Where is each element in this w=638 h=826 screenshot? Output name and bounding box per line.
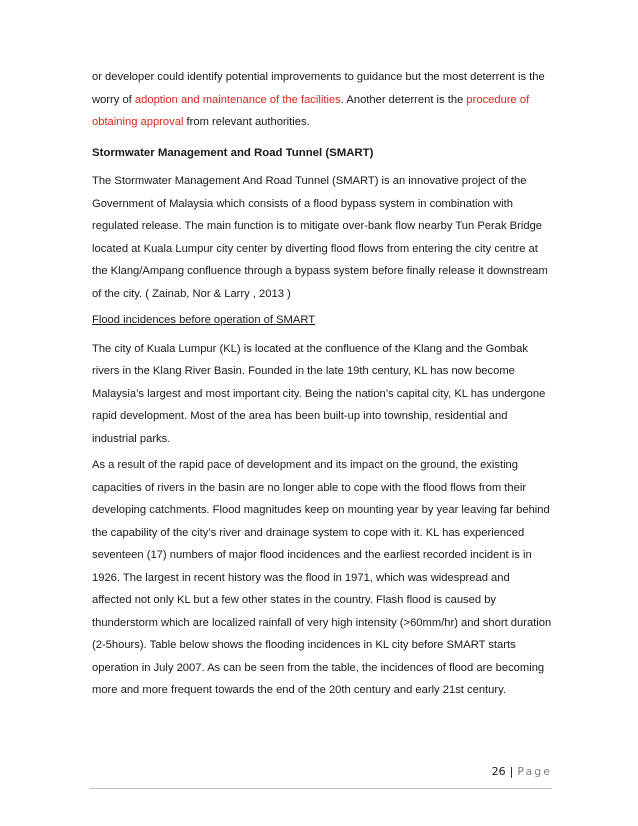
kl-paragraph: The city of Kuala Lumpur (KL) is located at the confluence of the Klang and the Gombak rivers in the Klang River Basin. Founded in the late 19th century, KL has now become Malaysia’s largest and most important city. Being the nation’s capital city, KL has undergone rapid development. Most of the area has been built-up into township, residential and industrial parks.	[92, 342, 546, 445]
smart-paragraph: The Stormwater Management And Road Tunnel (SMART) is an innovative project of the Government of Malaysia which consists of a flood bypass system in combination with regulated release. The main function is to mitigate over-bank flow nearby Tun Perak Bridge located at Kuala Lumpur city center by diverting flood flows from entering the city centre at the Klang/Ampang confluence through a bypass system before finally release it downstream of the city. ( Zainab, Nor & Larry , 2013 )	[92, 175, 548, 300]
footer-rule	[90, 788, 552, 789]
intro-text-2: . Another deterrent is the	[340, 93, 467, 106]
rapid-development-paragraph: As a result of the rapid pace of development and its impact on the ground, the existing capacities of rivers in the basin are no longer able to cope with the flood flows from their developing catchments. Flood magnitudes keep on mounting year by year leaving far behind the capability of the city’s river and drainage system to cope with it. KL has experienced seventeen (17) numbers of major flood incidences and the earliest recorded incident is in 1926. The largest in recent history was the flood in 1971, which was widespread and affected not only KL but a few other states in the country. Flash flood is caused by thunderstorm which are localized rainfall of very high intensity (>60mm/hr) and short duration (2-5hours). Table below shows the flooding incidences in KL city before SMART starts operation in July 2007. As can be seen from the table, the incidences of flood are becoming more and more frequent towards the end of the 20th century and early 21st century.	[92, 459, 552, 696]
section-heading: Stormwater Management and Road Tunnel (SMART)	[92, 146, 374, 159]
footer-separator: |	[509, 765, 514, 778]
intro-paragraph	[92, 66, 552, 134]
intro-highlight-2: procedure of obtaining approval	[92, 93, 530, 128]
subheading-flood-incidences: Flood incidences before operation of SMART	[92, 314, 316, 326]
page-word: Page	[517, 765, 552, 778]
page-number: 26	[491, 765, 506, 778]
page-footer	[90, 765, 552, 789]
intro-text-1: or developer could identify potential improvements to guidance but the most deterrent is the worry of	[92, 71, 545, 106]
page-number-label	[492, 765, 552, 778]
intro-highlight-1: adoption and maintenance of the facilities	[134, 93, 341, 106]
document-body	[92, 66, 552, 706]
intro-text-3: from relevant authorities.	[183, 116, 310, 128]
